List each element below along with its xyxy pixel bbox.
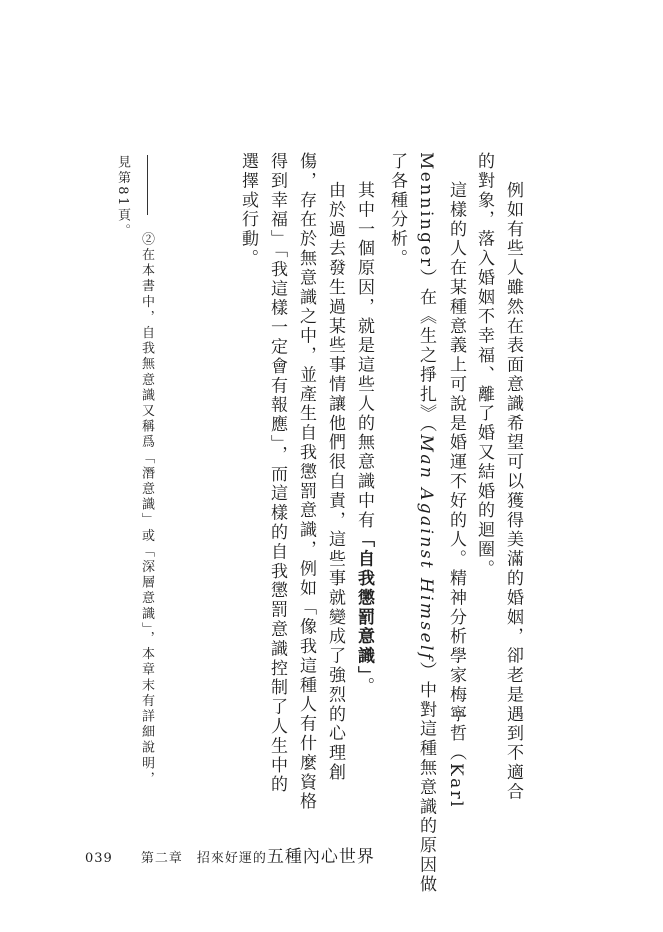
running-title-prefix: 招來好運的 (196, 851, 267, 866)
body-column-9: 得到幸福」「我這樣一定會有報應」，而這樣的自我懲罰意識控制了人生中的 (267, 152, 287, 795)
body-column-6 (355, 181, 372, 696)
author-name-text: Menninger）在《生之掙扎》（ (416, 152, 436, 435)
footnote-line-1: ②在本書中，自我無意識又稱爲「潛意識」或「深層意識」，本章末有詳細說明， (139, 232, 154, 788)
page-footer (85, 842, 375, 867)
book-title-english: Man Against Himself (416, 434, 436, 662)
body-column-8: 傷，存在於無意識之中，並產生自我懲罰意識，例如「像我這種人有什麼資格 (296, 152, 316, 812)
body-column-3: 這樣的人在某種意義上可說是婚運不好的人。精神分析學家梅寧哲（Karl (446, 181, 466, 809)
running-title: 五種內心世界 (266, 847, 375, 867)
footnote-line-2: 見第81頁。 (115, 155, 130, 240)
self-punishment-term: 「自我懲罰意識」 (354, 530, 374, 677)
body-column-1: 例如有些人雖然在表面意識希望可以獲得美滿的婚姻，卻老是遇到不適合 (503, 181, 523, 802)
body-column-10: 選擇或行動。 (238, 152, 258, 269)
body-column-7: 由於過去發生過某些事情讓他們很自責，這些事就變成了強烈的心理創 (325, 181, 345, 783)
body-column-5: 了各種分析。 (387, 152, 407, 269)
body-column-4-tail: ）中對這種無意識的原因做 (416, 661, 436, 895)
body-column-6-head: 其中一個原因，就是這些人的無意識中有 (354, 181, 374, 531)
body-column-4 (417, 152, 434, 894)
chapter-label: 第二章 (140, 851, 183, 866)
body-column-2: 的對象，落入婚姻不幸福、離了婚又結婚的迴圈。 (474, 152, 494, 579)
footnote-separator (147, 155, 148, 215)
page-number: 039 (85, 851, 113, 866)
body-column-6-tail: 。 (354, 676, 374, 697)
